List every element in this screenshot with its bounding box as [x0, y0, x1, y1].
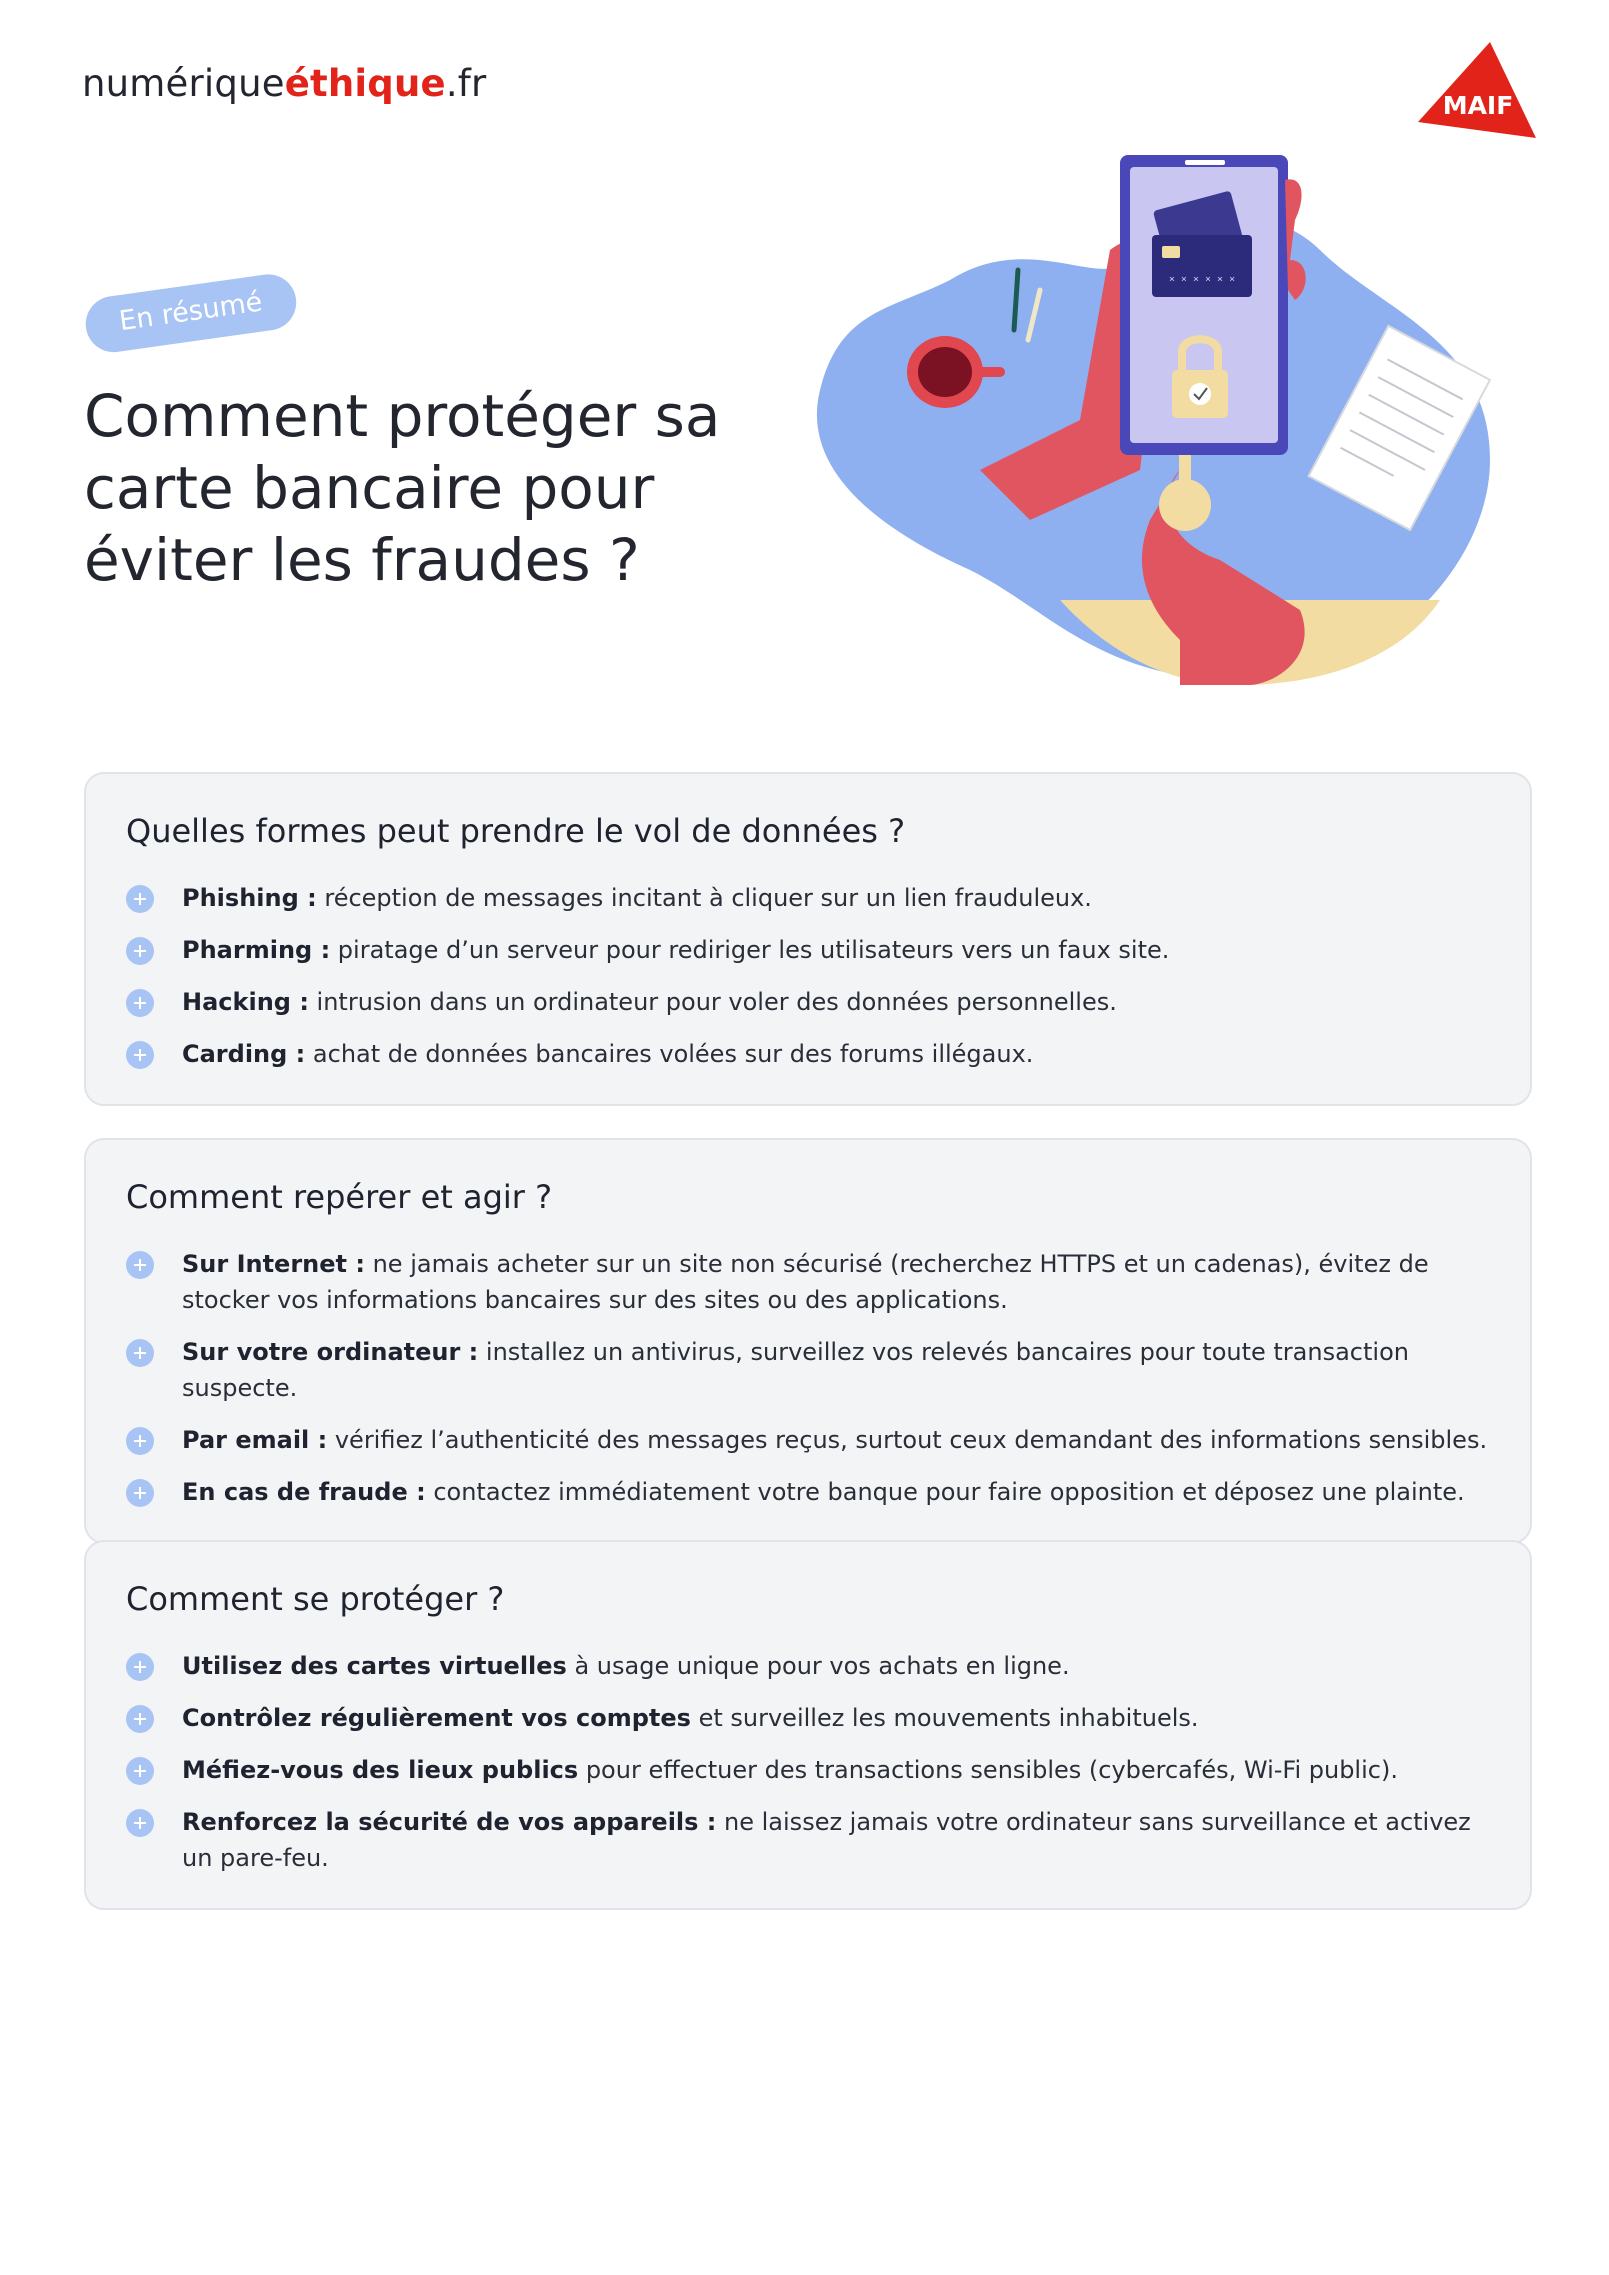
list-item — [126, 1804, 1490, 1876]
item-bold: Phishing : — [182, 884, 317, 912]
plus-icon — [126, 885, 154, 913]
list-item — [126, 984, 1490, 1020]
item-bold: Méfiez-vous des lieux publics — [182, 1756, 579, 1784]
summary-badge: En résumé — [82, 271, 300, 356]
plus-icon — [126, 1809, 154, 1837]
item-text: intrusion dans un ordinateur pour voler des données personnelles. — [308, 988, 1117, 1016]
item-text: et surveillez les mouvements inhabituels. — [690, 1704, 1199, 1732]
detect-and-act-section — [84, 1138, 1532, 1544]
item-bold: Par email : — [182, 1426, 328, 1454]
list-item — [126, 880, 1490, 916]
maif-logo[interactable] — [1418, 42, 1536, 138]
item-text: contactez immédiatement votre banque pour faire opposition et déposez une plainte. — [425, 1478, 1465, 1506]
list-item — [126, 1752, 1490, 1788]
list-item — [126, 1334, 1490, 1406]
plus-icon — [126, 1479, 154, 1507]
item-bold: Carding : — [182, 1040, 306, 1068]
page-title: Comment protéger sa carte bancaire pour éviter les fraudes ? — [84, 382, 721, 594]
plus-icon — [126, 989, 154, 1017]
plus-icon — [126, 937, 154, 965]
item-bold: Hacking : — [182, 988, 309, 1016]
item-bold: Sur votre ordinateur : — [182, 1338, 479, 1366]
svg-text:× × × × × ×: × × × × × × — [1168, 274, 1236, 285]
item-text: installez un antivirus, surveillez vos relevés bancaires pour toute transaction suspecte. — [182, 1338, 1409, 1402]
item-bold: Renforcez la sécurité de vos appareils : — [182, 1808, 717, 1836]
bullet-list — [126, 880, 1490, 1072]
list-item — [126, 1036, 1490, 1072]
bullet-list — [126, 1648, 1490, 1876]
list-item — [126, 1246, 1490, 1318]
site-logo-prefix: numérique — [82, 62, 285, 105]
item-bold: Utilisez des cartes virtuelles — [182, 1652, 567, 1680]
list-item — [126, 1648, 1490, 1684]
data-theft-forms-section — [84, 772, 1532, 1106]
plus-icon — [126, 1339, 154, 1367]
item-text: réception de messages incitant à cliquer sur un lien frauduleux. — [316, 884, 1092, 912]
item-bold: Sur Internet : — [182, 1250, 365, 1278]
item-text: à usage unique pour vos achats en ligne. — [566, 1652, 1070, 1680]
list-item — [126, 1700, 1490, 1736]
bullet-list — [126, 1246, 1490, 1510]
item-text: pour effectuer des transactions sensibles (cybercafés, Wi-Fi public). — [578, 1756, 1398, 1784]
site-logo-suffix: .fr — [445, 62, 487, 105]
item-text: achat de données bancaires volées sur des forums illégaux. — [305, 1040, 1034, 1068]
item-text: ne jamais acheter sur un site non sécurisé (recherchez HTTPS et un cadenas), évitez de stocker vos informations bancaires sur des sites ou des applications. — [182, 1250, 1429, 1314]
section-heading: Comment se protéger ? — [126, 1580, 505, 1618]
list-item — [126, 932, 1490, 968]
plus-icon — [126, 1705, 154, 1733]
plus-icon — [126, 1427, 154, 1455]
item-text: ne laissez jamais votre ordinateur sans surveillance et activez un pare-feu. — [182, 1808, 1471, 1872]
item-bold: Contrôlez régulièrement vos comptes — [182, 1704, 691, 1732]
list-item — [126, 1422, 1490, 1458]
plus-icon — [126, 1757, 154, 1785]
plus-icon — [126, 1653, 154, 1681]
item-text: vérifiez l’authenticité des messages reçus, surtout ceux demandant des informations sensibles. — [327, 1426, 1488, 1454]
section-heading: Comment repérer et agir ? — [126, 1178, 553, 1216]
section-heading: Quelles formes peut prendre le vol de données ? — [126, 812, 906, 850]
plus-icon — [126, 1251, 154, 1279]
item-bold: Pharming : — [182, 936, 331, 964]
site-logo[interactable] — [82, 62, 486, 105]
maif-logo-text: MAIF — [1442, 91, 1514, 120]
protect-yourself-section — [84, 1540, 1532, 1910]
item-text: piratage d’un serveur pour rediriger les utilisateurs vers un faux site. — [330, 936, 1170, 964]
hand-phone-card-padlock-icon — [800, 140, 1500, 700]
list-item — [126, 1474, 1490, 1510]
plus-icon — [126, 1041, 154, 1069]
item-bold: En cas de fraude : — [182, 1478, 426, 1506]
site-logo-accent: éthique — [284, 62, 446, 105]
